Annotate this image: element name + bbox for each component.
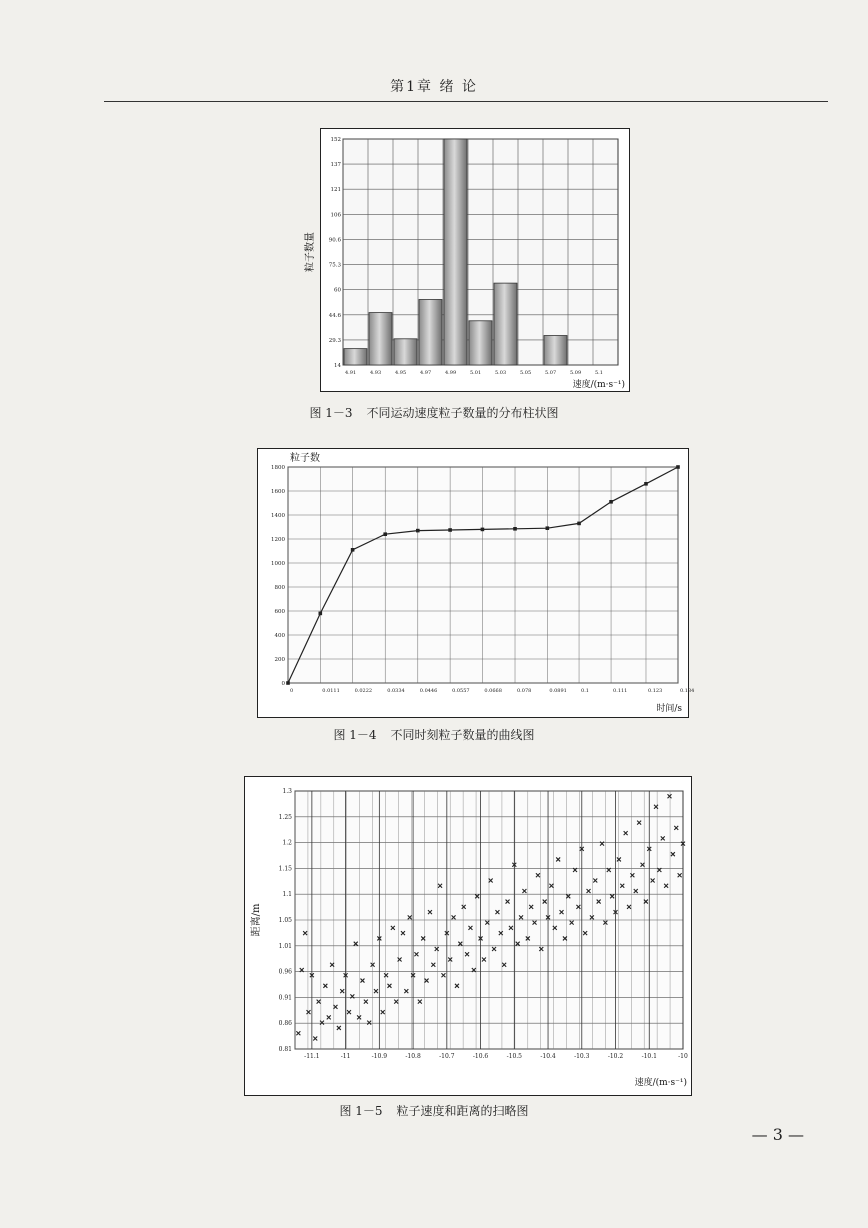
x-tick-label: 0 (290, 688, 294, 694)
x-tick-label: 5.09 (570, 370, 582, 376)
y-tick-label: 90.6 (328, 237, 341, 244)
plot-area (288, 467, 678, 683)
y-tick-label: 1800 (271, 465, 285, 471)
x-tick-label: -10.8 (405, 1053, 421, 1060)
bar (544, 336, 567, 365)
figure-1-4 (257, 448, 695, 718)
bar-chart (305, 129, 629, 391)
y-tick-label: 1.1 (282, 891, 292, 899)
x-tick-label: 0.0891 (549, 688, 567, 694)
y-tick-label: 1.01 (278, 942, 292, 950)
y-tick-label: 0 (281, 681, 285, 687)
x-tick-label: -10.4 (540, 1053, 556, 1060)
x-tick-label: 0.0334 (387, 688, 405, 694)
data-point (609, 500, 613, 504)
y-tick-label: 137 (330, 162, 341, 169)
x-tick-label: -10 (678, 1053, 688, 1060)
y-tick-label: 200 (274, 657, 285, 663)
data-point (644, 482, 648, 486)
y-tick-label: 1200 (271, 537, 285, 543)
data-point (286, 681, 290, 685)
figure-1-3 (305, 128, 630, 392)
x-tick-label: -10.2 (607, 1053, 624, 1060)
x-axis-label: 速度/(m·s⁻¹) (634, 1078, 687, 1088)
x-tick-label: -10.1 (641, 1053, 657, 1060)
y-tick-label: 1.3 (282, 788, 292, 795)
x-tick-label: -10.3 (574, 1053, 590, 1060)
x-tick-label: 4.97 (420, 370, 432, 376)
y-tick-label: 1.05 (278, 917, 292, 924)
data-point (351, 548, 355, 552)
data-point (383, 532, 387, 536)
x-tick-label: 0.123 (647, 688, 663, 694)
bar (469, 321, 492, 365)
caption-text: 不同时刻粒子数量的曲线图 (390, 728, 535, 742)
x-tick-label: 0.111 (613, 688, 628, 694)
bar (444, 139, 467, 365)
y-tick-label: 0.91 (278, 994, 292, 1002)
y-tick-label: 1600 (271, 489, 285, 495)
x-tick-label: -10.9 (371, 1053, 388, 1060)
line-chart (258, 449, 695, 717)
x-tick-label: 5.1 (595, 370, 603, 376)
figure-1-4-caption (0, 726, 868, 743)
data-point (416, 529, 420, 533)
x-tick-label: 4.93 (370, 370, 382, 376)
scatter-chart (245, 777, 691, 1095)
y-tick-label: 44.6 (328, 312, 341, 319)
y-axis-label: 粒子数量 (305, 232, 316, 272)
data-point (481, 528, 485, 532)
y-tick-label: 29.3 (328, 337, 341, 344)
x-tick-label: -11.1 (304, 1053, 320, 1060)
y-tick-label: 800 (274, 585, 285, 591)
data-point (577, 522, 581, 526)
y-tick-label: 14 (334, 363, 341, 369)
y-tick-label: 152 (330, 137, 341, 143)
data-point (676, 465, 680, 469)
x-tick-label: 0.0668 (484, 688, 502, 694)
x-tick-label: 0.0446 (419, 688, 438, 694)
x-tick-label: 0.0557 (452, 688, 470, 694)
bar (494, 283, 517, 365)
x-tick-label: 5.05 (520, 370, 532, 376)
y-tick-label: 106 (330, 212, 341, 219)
chapter-header: 第1章 绪 论 (390, 79, 478, 95)
x-tick-label: 4.91 (345, 370, 357, 376)
x-tick-label: -10.6 (472, 1053, 489, 1060)
y-tick-label: 0.86 (278, 1020, 292, 1028)
figure-1-5 (244, 776, 692, 1096)
x-axis-label: 时间/s (656, 704, 682, 714)
y-axis-label: 距离/m (251, 903, 262, 937)
caption-number: 图 1－4 (333, 728, 377, 742)
x-tick-label: 4.95 (395, 370, 407, 376)
x-tick-label: 5.07 (545, 370, 557, 376)
x-tick-label: -10.5 (506, 1053, 522, 1060)
y-tick-label: 600 (274, 609, 285, 615)
y-tick-label: 0.96 (278, 968, 292, 976)
figure-1-5-caption (0, 1102, 868, 1119)
data-point (448, 528, 452, 532)
y-tick-label: 1.2 (282, 839, 292, 847)
x-axis-label: 速度/(m·s⁻¹) (572, 380, 625, 390)
y-axis-label: 粒子数 (290, 453, 320, 464)
x-tick-label: 0.078 (517, 688, 532, 694)
bar (369, 313, 392, 365)
x-tick-label: 5.03 (495, 370, 507, 376)
bar (344, 349, 367, 365)
x-tick-label: 4.99 (445, 370, 457, 376)
y-tick-label: 1400 (271, 513, 285, 519)
y-tick-label: 1000 (271, 561, 285, 567)
caption-number: 图 1－5 (339, 1104, 383, 1118)
y-tick-label: 121 (330, 187, 341, 194)
x-tick-label: 0.1 (581, 688, 589, 694)
data-point (319, 612, 323, 616)
y-tick-label: 0.81 (278, 1046, 292, 1053)
caption-text: 不同运动速度粒子数量的分布柱状图 (366, 406, 559, 420)
figure-1-3-caption (0, 404, 868, 421)
y-tick-label: 1.15 (278, 865, 292, 873)
caption-number: 图 1－3 (309, 406, 353, 420)
header-rule (104, 101, 828, 102)
data-point (513, 527, 517, 531)
y-tick-label: 75.3 (328, 262, 341, 269)
x-tick-label: 0.0111 (322, 688, 340, 694)
y-tick-label: 60 (334, 287, 341, 294)
y-tick-label: 1.25 (278, 813, 292, 821)
bar (394, 339, 417, 365)
x-tick-label: 5.01 (470, 370, 482, 376)
data-point (546, 526, 550, 530)
x-tick-label: -11 (340, 1053, 351, 1060)
x-tick-label: -10.7 (439, 1053, 455, 1060)
bar (419, 299, 442, 365)
caption-text: 粒子速度和距离的扫略图 (396, 1104, 529, 1118)
x-tick-label: 0.0222 (354, 688, 373, 694)
y-tick-label: 400 (274, 633, 285, 639)
x-tick-label: 0.134 (680, 688, 695, 694)
page-number: — 3 — (751, 1125, 804, 1144)
